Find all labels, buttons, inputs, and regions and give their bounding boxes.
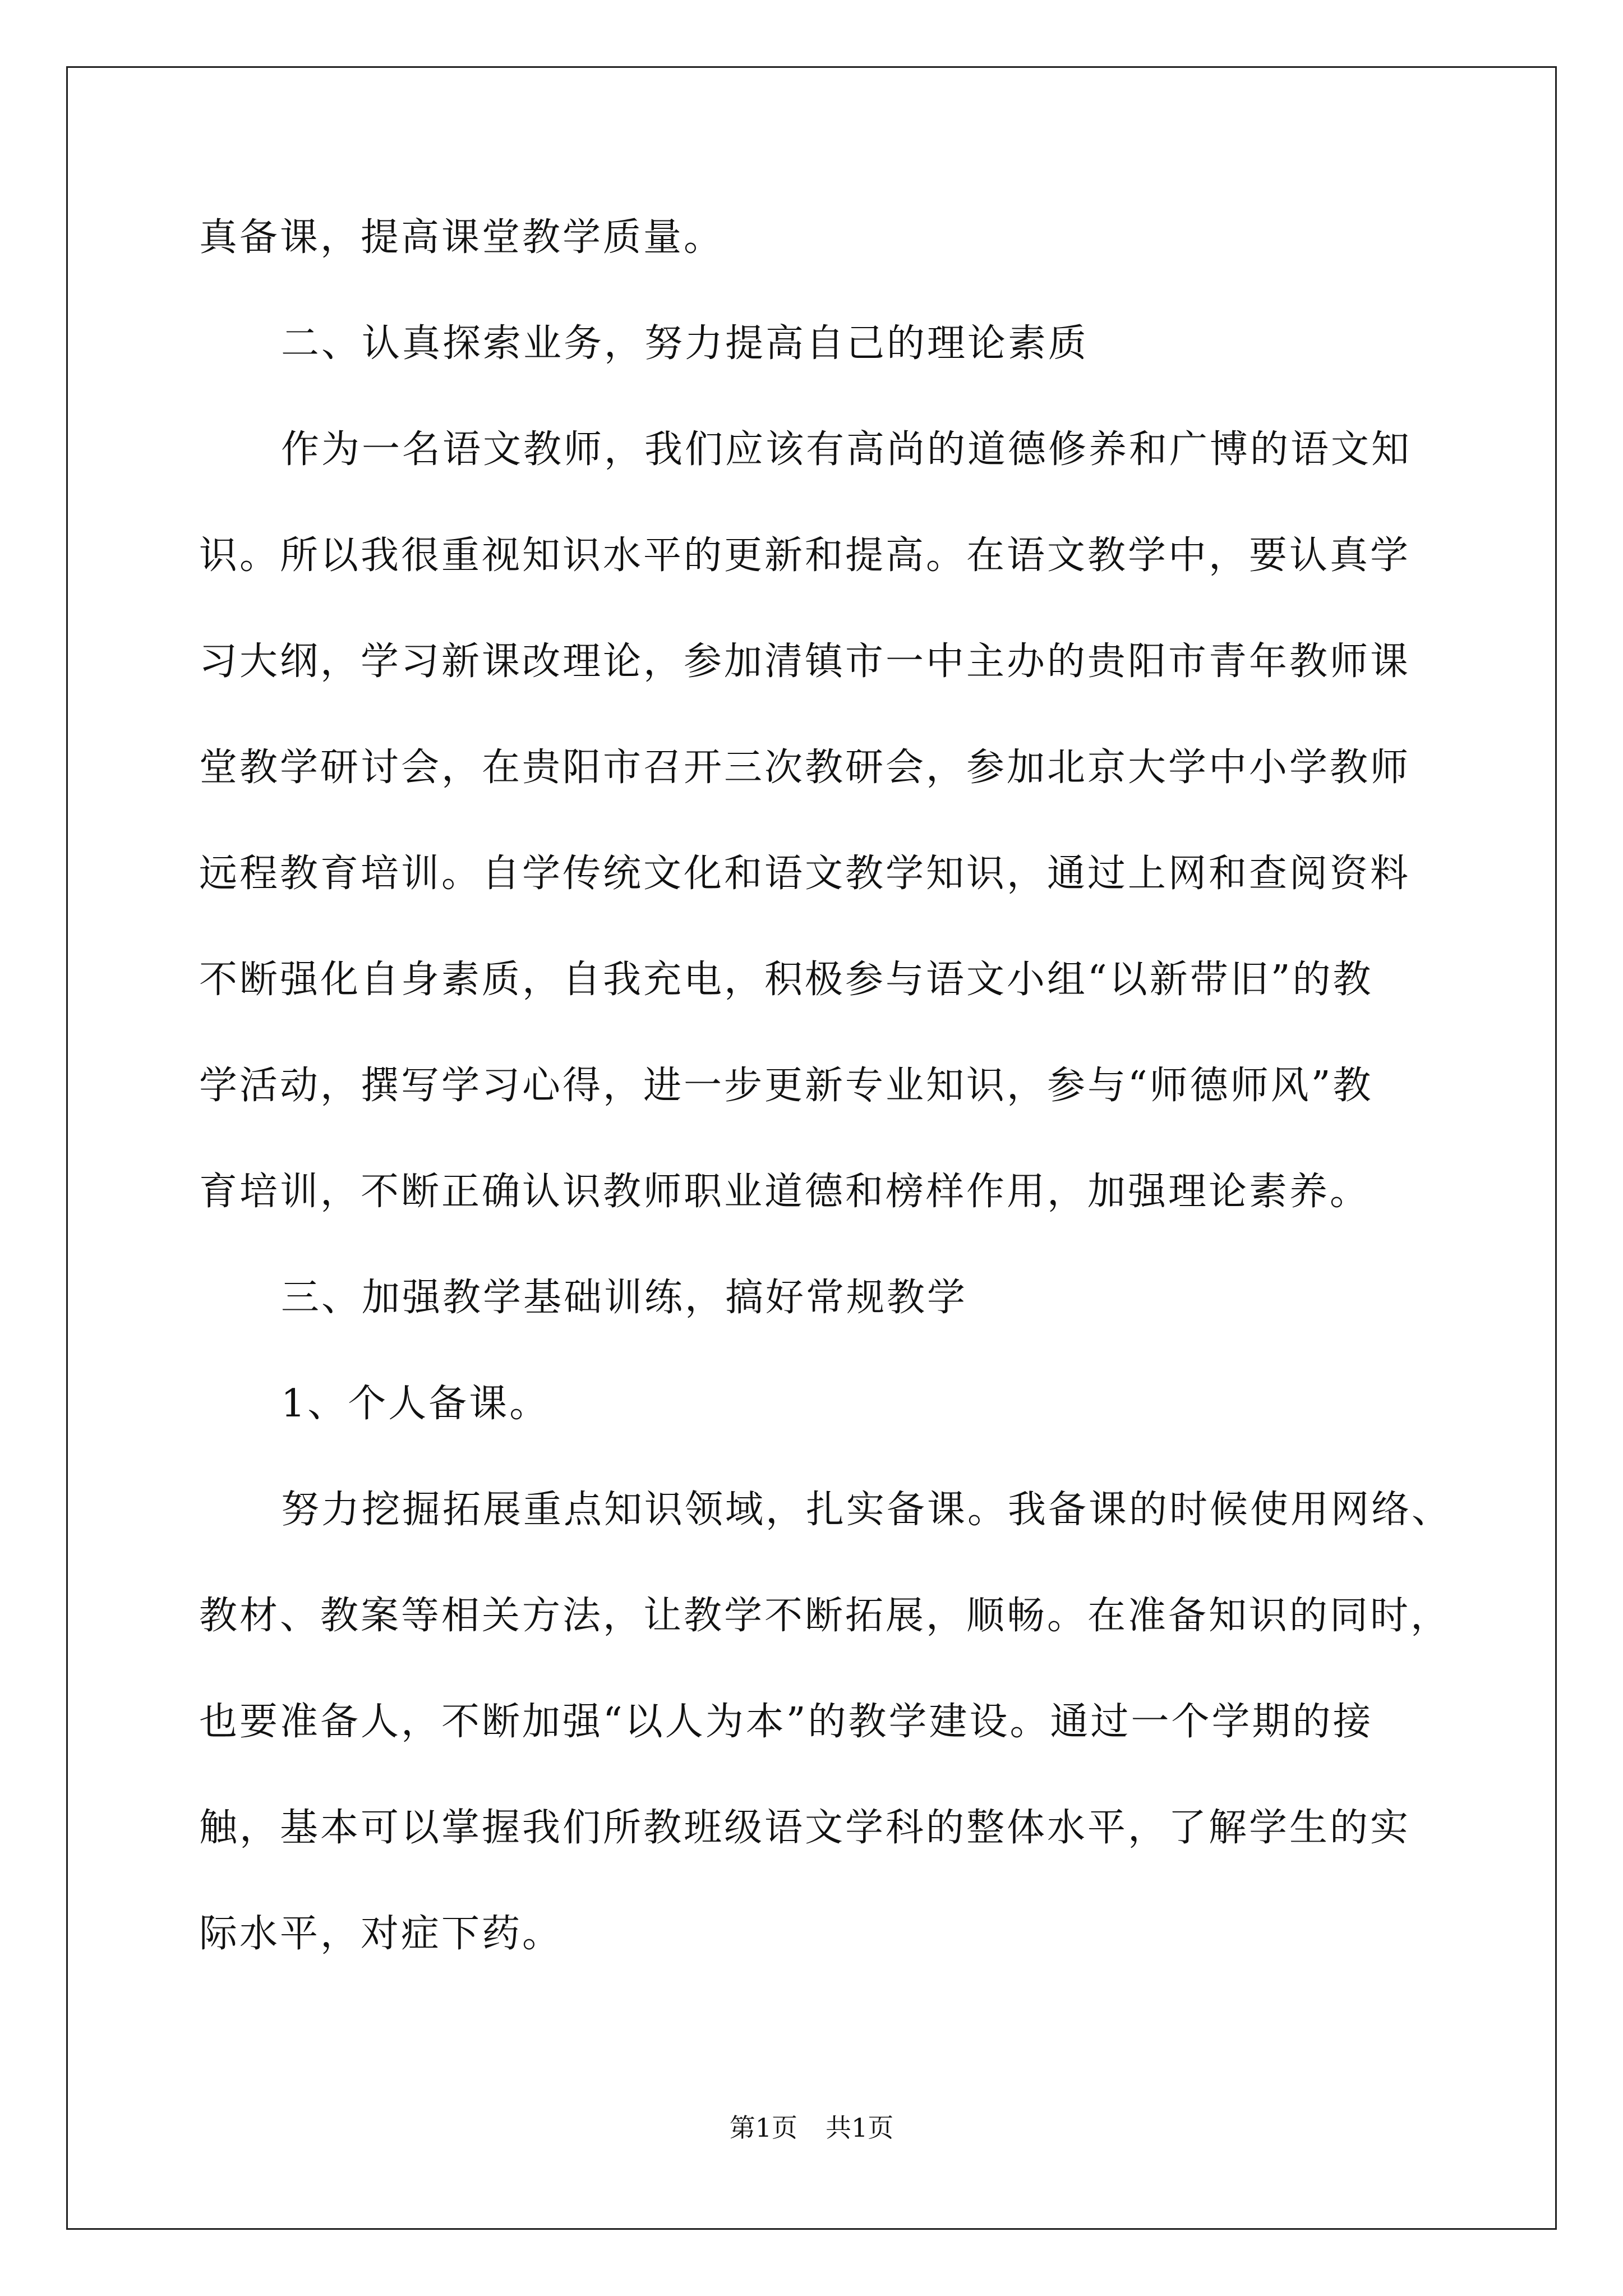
text-line: 育培训，不断正确认识教师职业道德和榜样作用，加强理论素养。 bbox=[199, 1170, 1371, 1214]
text-line: 触，基本可以掌握我们所教班级语文学科的整体水平，了解学生的实 bbox=[199, 1806, 1411, 1850]
text-line: 真备课，提高课堂教学质量。 bbox=[199, 215, 725, 260]
page-footer bbox=[0, 2112, 1623, 2143]
text-line: 不断强化自身素质，自我充电，积极参与语文小组“以新带旧”的教 bbox=[199, 958, 1373, 1002]
section-heading: 二、认真探索业务，努力提高自己的理论素质 bbox=[281, 321, 1089, 366]
text-line: 习大纲，学习新课改理论，参加清镇市一中主办的贵阳市青年教师课 bbox=[199, 639, 1411, 684]
text-line: 努力挖掘拓展重点知识领域，扎实备课。我备课的时候使用网络、 bbox=[281, 1488, 1453, 1532]
text-line: 教材、教案等相关方法，让教学不断拓展，顺畅。在准备知识的同时， bbox=[199, 1594, 1451, 1638]
text-line: 际水平，对症下药。 bbox=[199, 1912, 563, 1956]
section-heading: 三、加强教学基础训练，搞好常规教学 bbox=[281, 1276, 968, 1320]
subsection-heading: 1、个人备课。 bbox=[281, 1382, 550, 1426]
text-line: 也要准备人，不断加强“以人为本”的教学建设。通过一个学期的接 bbox=[199, 1700, 1373, 1744]
document-body bbox=[199, 215, 1453, 2020]
text-line: 识。所以我很重视知识水平的更新和提高。在语文教学中，要认真学 bbox=[199, 533, 1411, 578]
text-line: 学活动，撰写学习心得，进一步更新专业知识，参与“师德师风”教 bbox=[199, 1064, 1373, 1108]
text-line: 远程教育培训。自学传统文化和语文教学知识，通过上网和查阅资料 bbox=[199, 852, 1411, 896]
page-total: 共1页 bbox=[826, 2113, 894, 2143]
page-number: 第1页 bbox=[729, 2113, 797, 2143]
text-line: 堂教学研讨会，在贵阳市召开三次教研会，参加北京大学中小学教师 bbox=[199, 746, 1411, 790]
text-line: 作为一名语文教师，我们应该有高尚的道德修养和广博的语文知 bbox=[281, 427, 1412, 472]
